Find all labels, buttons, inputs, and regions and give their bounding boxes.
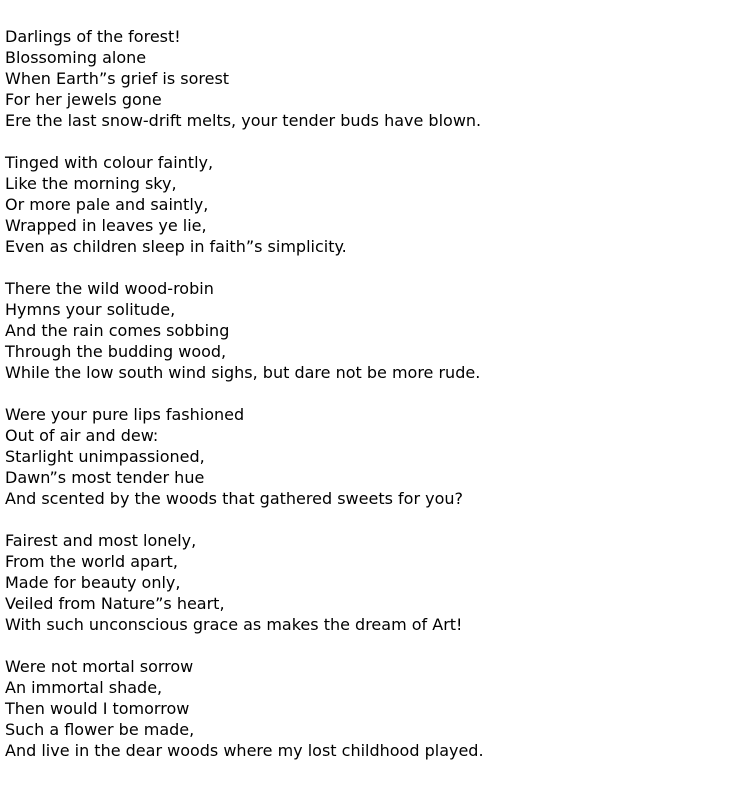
- poem-line: Fairest and most lonely,: [5, 531, 197, 550]
- poem-line: Even as children sleep in faith”s simplicity.: [5, 237, 347, 256]
- stanza-4: [5, 404, 484, 509]
- poem-line: Or more pale and saintly,: [5, 195, 209, 214]
- poem-line: And scented by the woods that gathered sweets for you?: [5, 489, 463, 508]
- poem-line: Then would I tomorrow: [5, 699, 190, 718]
- poem-line: Out of air and dew:: [5, 426, 159, 445]
- stanza-2: [5, 152, 484, 257]
- poem-line: And live in the dear woods where my lost childhood played.: [5, 741, 484, 760]
- poem-line: And the rain comes sobbing: [5, 321, 230, 340]
- poem-line: Tinged with colour faintly,: [5, 153, 214, 172]
- poem-line: Were not mortal sorrow: [5, 657, 194, 676]
- poem-line: Made for beauty only,: [5, 573, 181, 592]
- stanza-6: [5, 656, 484, 761]
- stanza-1: [5, 26, 484, 131]
- poem-line: An immortal shade,: [5, 678, 163, 697]
- stanza-5: [5, 530, 484, 635]
- stanza-3: [5, 278, 484, 383]
- poem-line: Wrapped in leaves ye lie,: [5, 216, 207, 235]
- poem-line: Starlight unimpassioned,: [5, 447, 205, 466]
- poem-line: When Earth”s grief is sorest: [5, 69, 230, 88]
- poem-line: Like the morning sky,: [5, 174, 177, 193]
- poem-line: With such unconscious grace as makes the dream of Art!: [5, 615, 463, 634]
- poem-line: Were your pure lips fashioned: [5, 405, 245, 424]
- poem-line: Through the budding wood,: [5, 342, 227, 361]
- poem-line: For her jewels gone: [5, 90, 162, 109]
- poem-line: Blossoming alone: [5, 48, 147, 67]
- poem-line: Such a flower be made,: [5, 720, 195, 739]
- poem-line: There the wild wood-robin: [5, 279, 214, 298]
- poem-line: Hymns your solitude,: [5, 300, 176, 319]
- poem-line: Ere the last snow-drift melts, your tender buds have blown.: [5, 111, 482, 130]
- poem-line: Darlings of the forest!: [5, 27, 181, 46]
- poem-line: Dawn”s most tender hue: [5, 468, 205, 487]
- poem-line: While the low south wind sighs, but dare not be more rude.: [5, 363, 481, 382]
- poem-line: Veiled from Nature”s heart,: [5, 594, 225, 613]
- poem-line: From the world apart,: [5, 552, 178, 571]
- poem-text: [5, 26, 484, 782]
